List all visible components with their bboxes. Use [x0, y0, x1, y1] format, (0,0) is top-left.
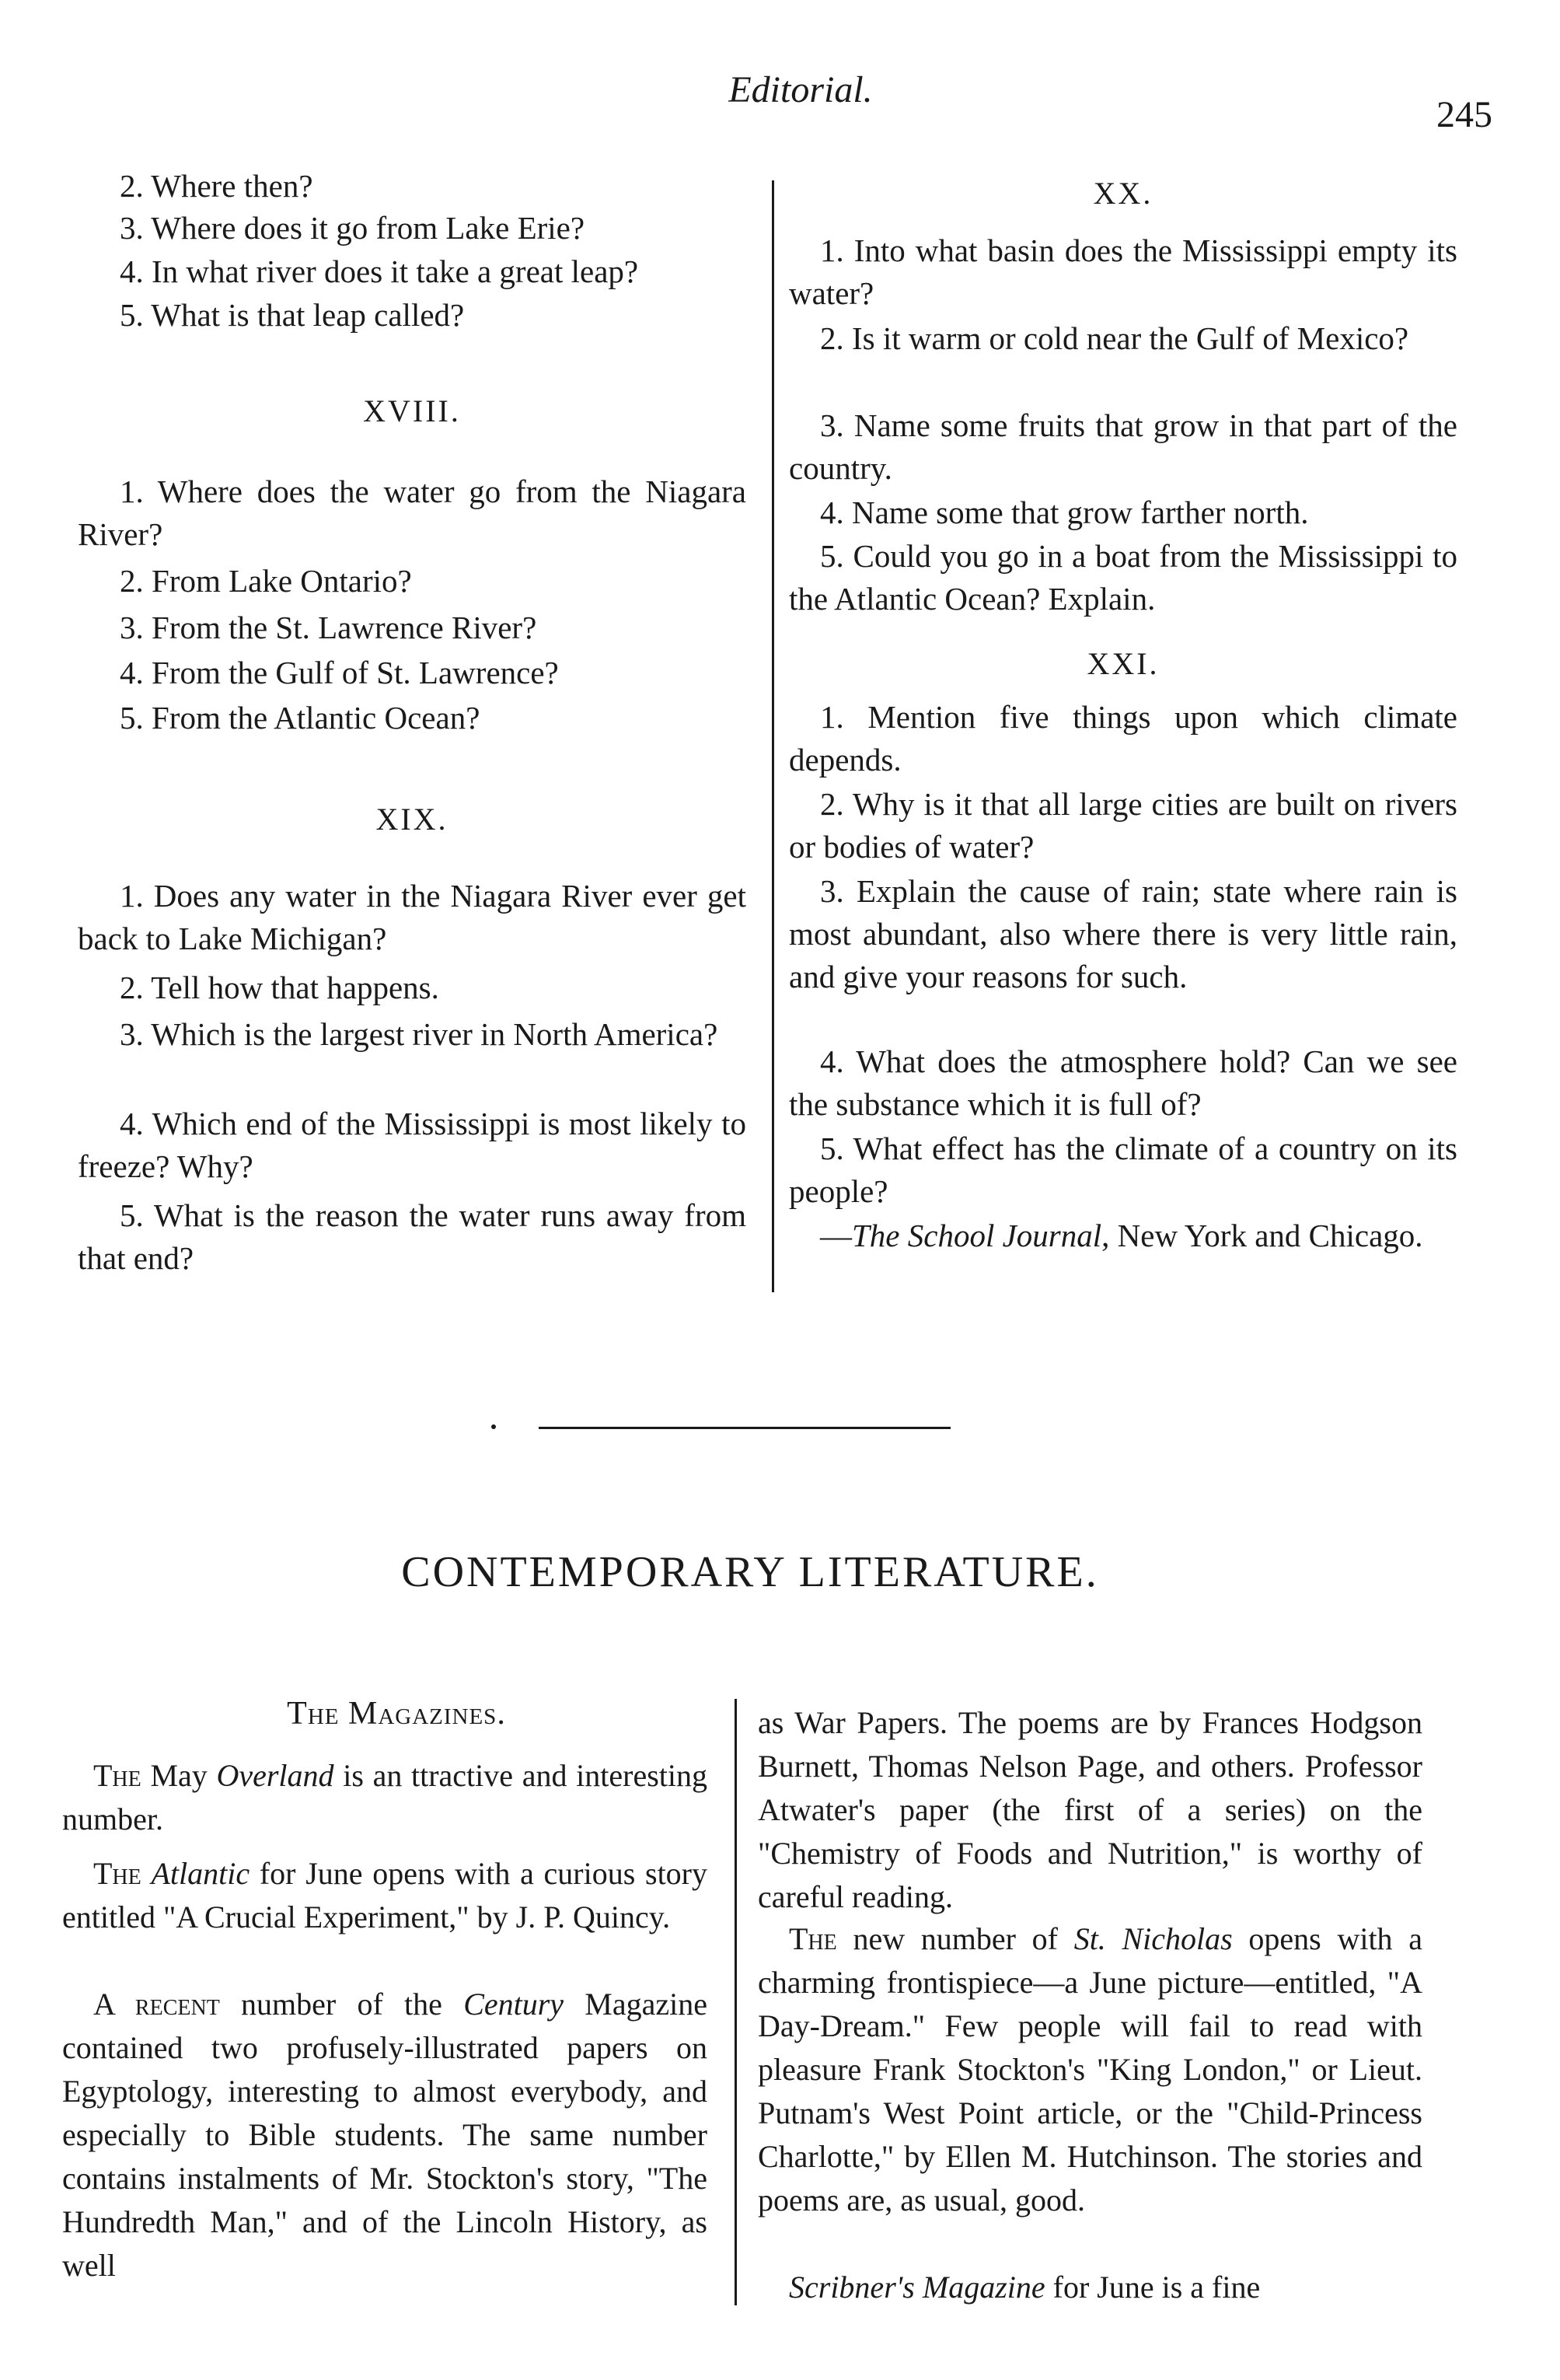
- question-item: 1. Mention five things upon which climate depends.: [789, 699, 1457, 778]
- text-run: [141, 1856, 152, 1891]
- question-item: 5. From the Atlantic Ocean?: [120, 700, 480, 736]
- citation-dash: —: [820, 1218, 852, 1253]
- citation-journal: The School Journal: [852, 1218, 1102, 1253]
- question-item: 2. Why is it that all large cities are built on rivers or bodies of water?: [789, 786, 1457, 865]
- lead-in: The: [789, 1921, 837, 1956]
- lead-in: The: [93, 1758, 141, 1793]
- paragraph-war-papers: as War Papers. The poems are by Frances Hodgson Burnett, Thomas Nelson Page, and others. Professor Atwater's paper (the first of a series) on the "Chemistry of Foods and Nutrition," is worthy of careful reading.: [758, 1705, 1422, 1914]
- magazine-name: Atlantic: [151, 1856, 250, 1891]
- text-run: is an ttractive and interesting number.: [62, 1758, 707, 1837]
- paragraph-overland: [62, 1754, 707, 1841]
- question-item: 3. From the St. Lawrence River?: [120, 610, 537, 645]
- magazine-name: Overland: [216, 1758, 334, 1793]
- paragraph-atlantic: [62, 1852, 707, 1939]
- question-item: 5. What is the reason the water runs away from that end?: [78, 1197, 746, 1276]
- text-run: number of the: [219, 1987, 464, 2022]
- page-number: 245: [1436, 94, 1492, 135]
- magazine-name: Century: [463, 1987, 564, 2022]
- paragraph-scribners: [758, 2266, 1422, 2309]
- paragraph-st-nicholas: [758, 1917, 1422, 2222]
- separator-dot: [491, 1424, 496, 1429]
- question-item: 1. Does any water in the Niagara River ever get back to Lake Michigan?: [78, 878, 746, 956]
- question-item: 2. Tell how that happens.: [120, 970, 439, 1005]
- column-divider: [772, 180, 774, 1292]
- question-item: 4. Which end of the Mississippi is most likely to freeze? Why?: [78, 1106, 746, 1184]
- question-item: 4. From the Gulf of St. Lawrence?: [120, 655, 559, 690]
- text-run: May: [141, 1758, 217, 1793]
- text-run: for June opens with a curious story entitled "A Crucial Experiment," by J. P. Quincy.: [62, 1856, 708, 1934]
- section-heading-xxi: XXI.: [1087, 646, 1160, 681]
- question-item: 3. Explain the cause of rain; state where rain is most abundant, also where there is very little rain, and give your reasons for such.: [789, 873, 1457, 994]
- question-item: 4. In what river does it take a great leap?: [120, 253, 639, 289]
- paragraph-century: [62, 1983, 707, 2287]
- subsection-heading: The Magazines.: [287, 1696, 506, 1732]
- question-item: 5. What is that leap called?: [120, 297, 465, 333]
- text-run: opens with a charming frontispiece—a June picture—entitled, "A Day-Dream." Few people will fail to read with pleasure Frank Stockton's "King London," or Lieut. Putnam's West Point article, or the "Child-Princess Charlotte," by Ellen M. Hutchinson. The stories and poems are, as usual, good.: [758, 1921, 1423, 2217]
- magazine-name: Scribner's Magazine: [789, 2270, 1045, 2305]
- question-item: 2. From Lake Ontario?: [120, 563, 412, 599]
- section-heading-xix: XIX.: [375, 802, 448, 837]
- question-item: 1. Into what basin does the Mississippi empty its water?: [789, 232, 1457, 311]
- citation-place: , New York and Chicago.: [1101, 1218, 1423, 1253]
- question-item: 3. Where does it go from Lake Erie?: [120, 210, 585, 246]
- question-item: 5. Could you go in a boat from the Mississippi to the Atlantic Ocean? Explain.: [789, 538, 1457, 617]
- question-item: 1. Where does the water go from the Niagara River?: [78, 474, 746, 552]
- question-item: 2. Where then?: [120, 168, 313, 204]
- question-item: 4. What does the atmosphere hold? Can we see the substance which it is full of?: [789, 1043, 1457, 1122]
- lead-in: The: [93, 1856, 141, 1891]
- question-item: 4. Name some that grow farther north.: [820, 495, 1309, 530]
- question-item: 2. Is it warm or cold near the Gulf of Mexico?: [820, 320, 1409, 356]
- running-title: Editorial.: [728, 69, 873, 110]
- section-heading-xx: XX.: [1093, 176, 1153, 211]
- section-title: CONTEMPORARY LITERATURE.: [401, 1548, 1099, 1596]
- question-item: 3. Name some fruits that grow in that part of the country.: [789, 407, 1457, 486]
- question-item: 3. Which is the largest river in North America?: [120, 1016, 718, 1052]
- source-citation: [789, 1214, 1457, 1257]
- section-separator-rule: [539, 1427, 951, 1429]
- question-item: 5. What effect has the climate of a country on its people?: [789, 1131, 1457, 1209]
- text-run: Magazine contained two profusely-illustrated papers on Egyptology, interesting to almost everybody, and especially to Bible students. The same number contains instalments of Mr. Stockton's story, "The Hundredth Man," and of the Lincoln History, as well: [62, 1987, 708, 2283]
- text-run: new number of: [836, 1921, 1074, 1956]
- text-run: for June is a fine: [1045, 2270, 1261, 2305]
- magazine-name: St. Nicholas: [1073, 1921, 1233, 1956]
- lead-in: A recent: [93, 1987, 220, 2022]
- section-heading-xviii: XVIII.: [363, 393, 461, 428]
- column-divider: [735, 1699, 737, 2305]
